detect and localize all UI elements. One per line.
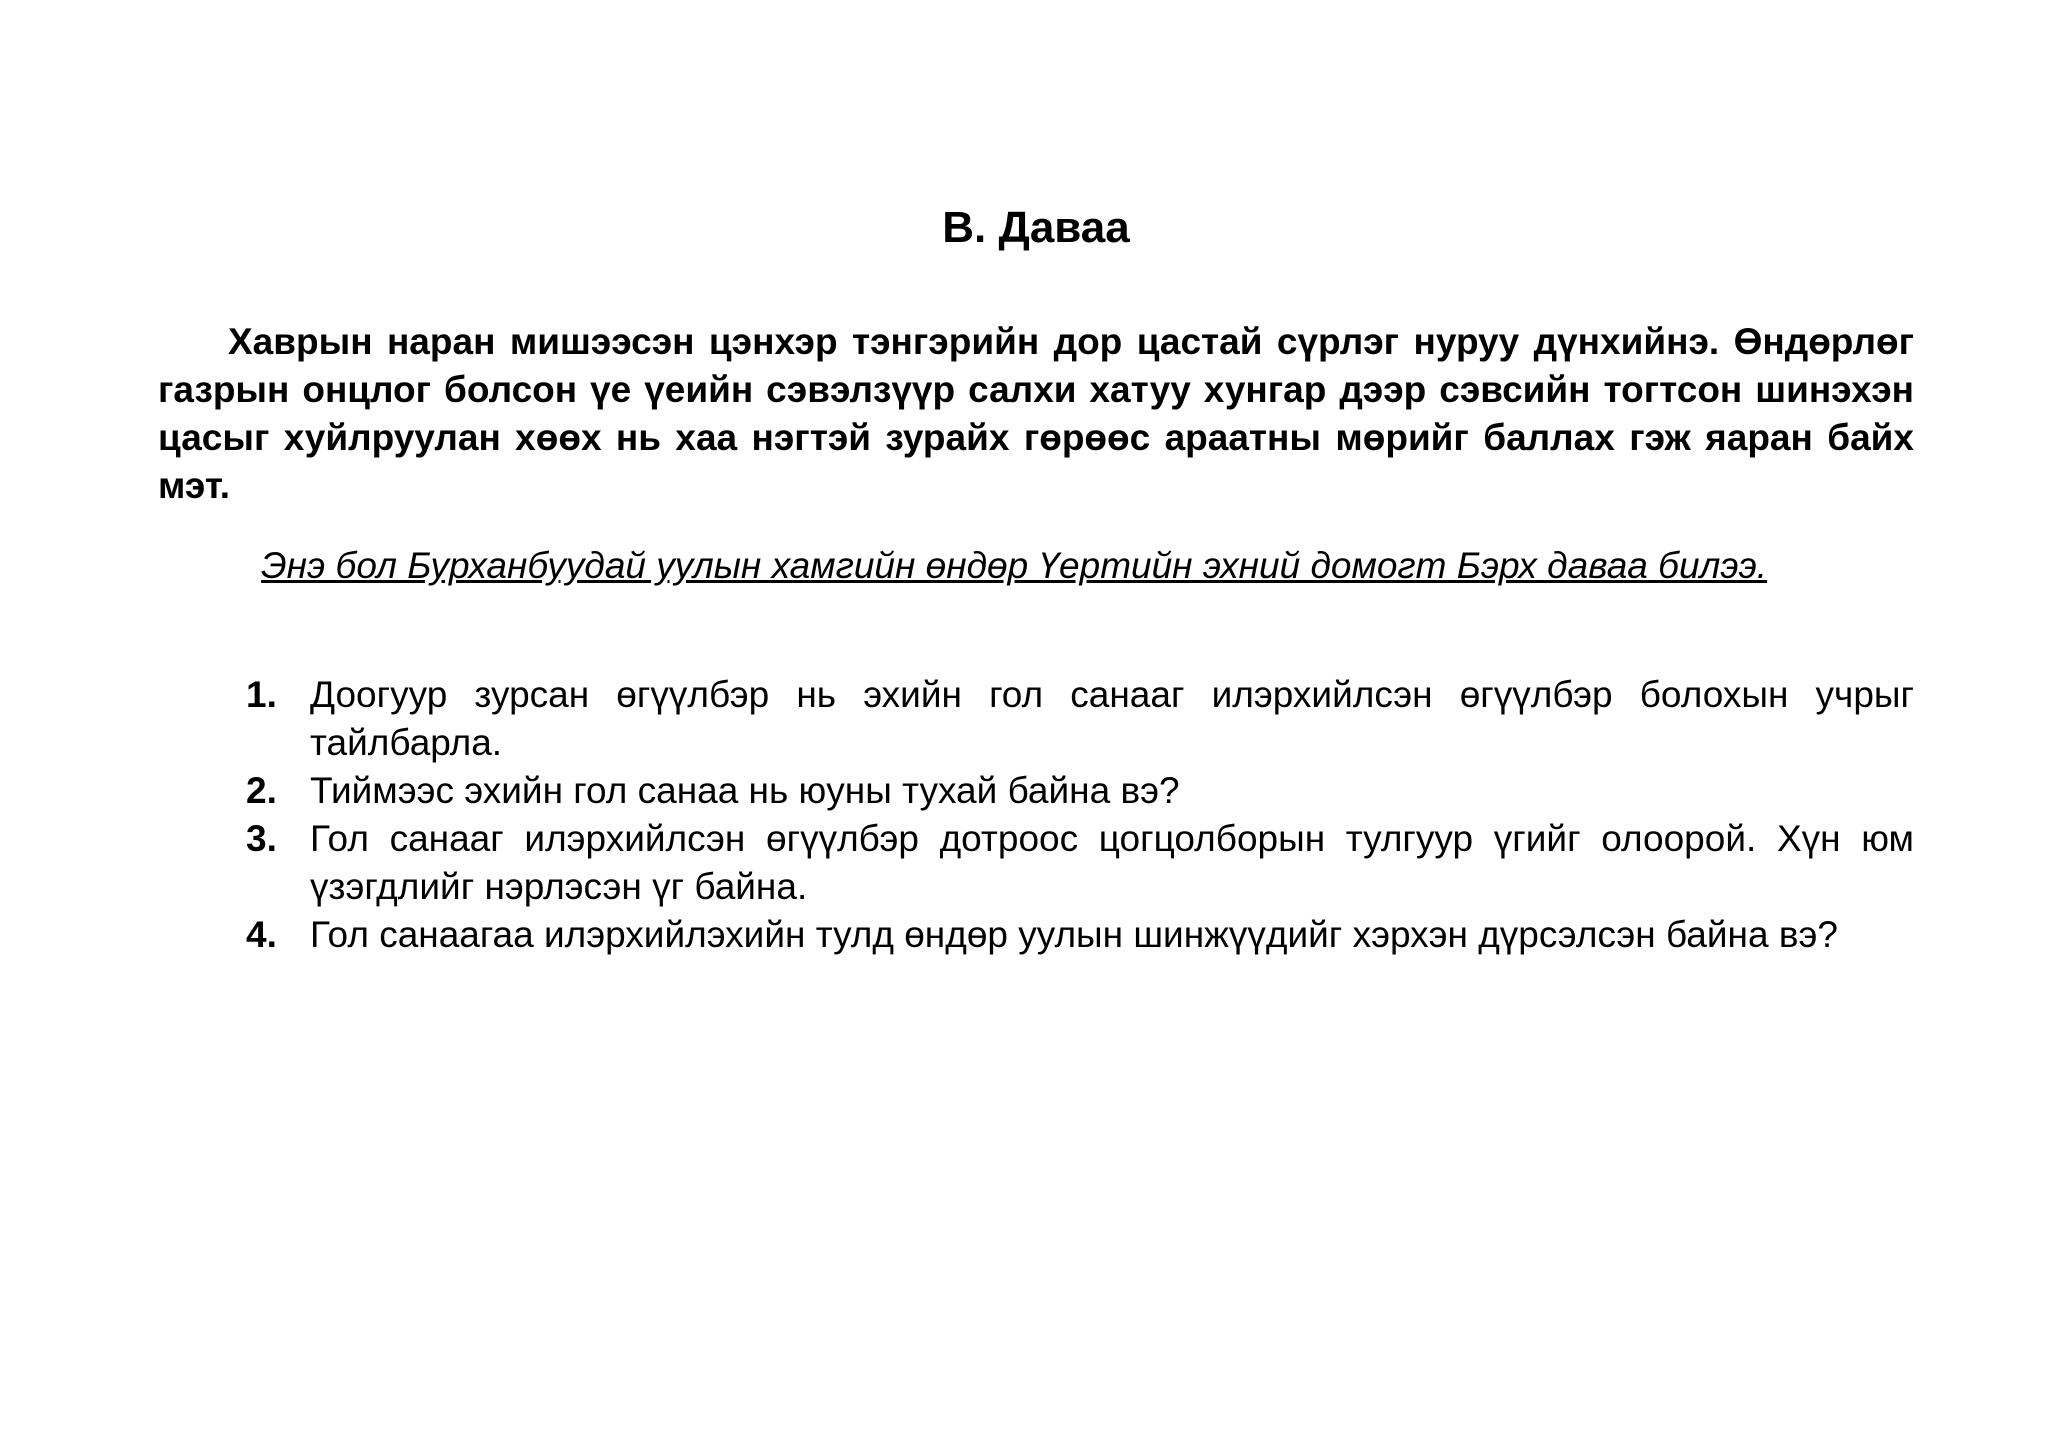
question-text: Гол санааг илэрхийлсэн өгүүлбэр дотроос цогцолборын тулгуур үгийг олоорой. Хүн юм үзэгдлийг нэрлэсэн үг байна. [310, 818, 1914, 907]
question-text: Тиймээс эхийн гол санаа нь юуны тухай байна вэ? [310, 770, 1180, 811]
document-page [158, 0, 1914, 1443]
question-number: 3. [246, 818, 277, 859]
question-text: Гол санаагаа илэрхийлэхийн тулд өндөр уулын шинжүүдийг хэрхэн дүрсэлсэн байна вэ? [310, 914, 1838, 955]
question-list [158, 671, 1914, 959]
question-item [158, 911, 1914, 959]
question-number: 2. [246, 770, 277, 811]
question-text: Доогуур зурсан өгүүлбэр нь эхийн гол санааг илэрхийлсэн өгүүлбэр болохын учрыг тайлбарла. [310, 674, 1914, 763]
document-title: В. Даваа [942, 203, 1130, 252]
main-idea-sentence [158, 542, 1914, 590]
underlined-sentence: Энэ бол Бурханбуудай уулын хамгийн өндөр Үертийн эхний домогт Бэрх даваа билээ. [261, 545, 1768, 586]
question-item [158, 671, 1914, 767]
passage-paragraph: Хаврын наран мишээсэн цэнхэр тэнгэрийн дор цастай сүрлэг нуруу дүнхийнэ. Өндөрлөг газрын онцлог болсон үе үеийн сэвэлзүүр салхи хатуу хунгар дээр сэвсийн тогтсон шинэхэн цасыг хуйлруулан хөөх нь хаа нэгтэй зурайх гөрөөс араатны мөрийг баллах гэж яаран байх мэт. [158, 321, 1914, 506]
question-item [158, 815, 1914, 911]
question-number: 1. [246, 674, 277, 715]
question-number: 4. [246, 914, 277, 955]
question-item [158, 767, 1914, 815]
